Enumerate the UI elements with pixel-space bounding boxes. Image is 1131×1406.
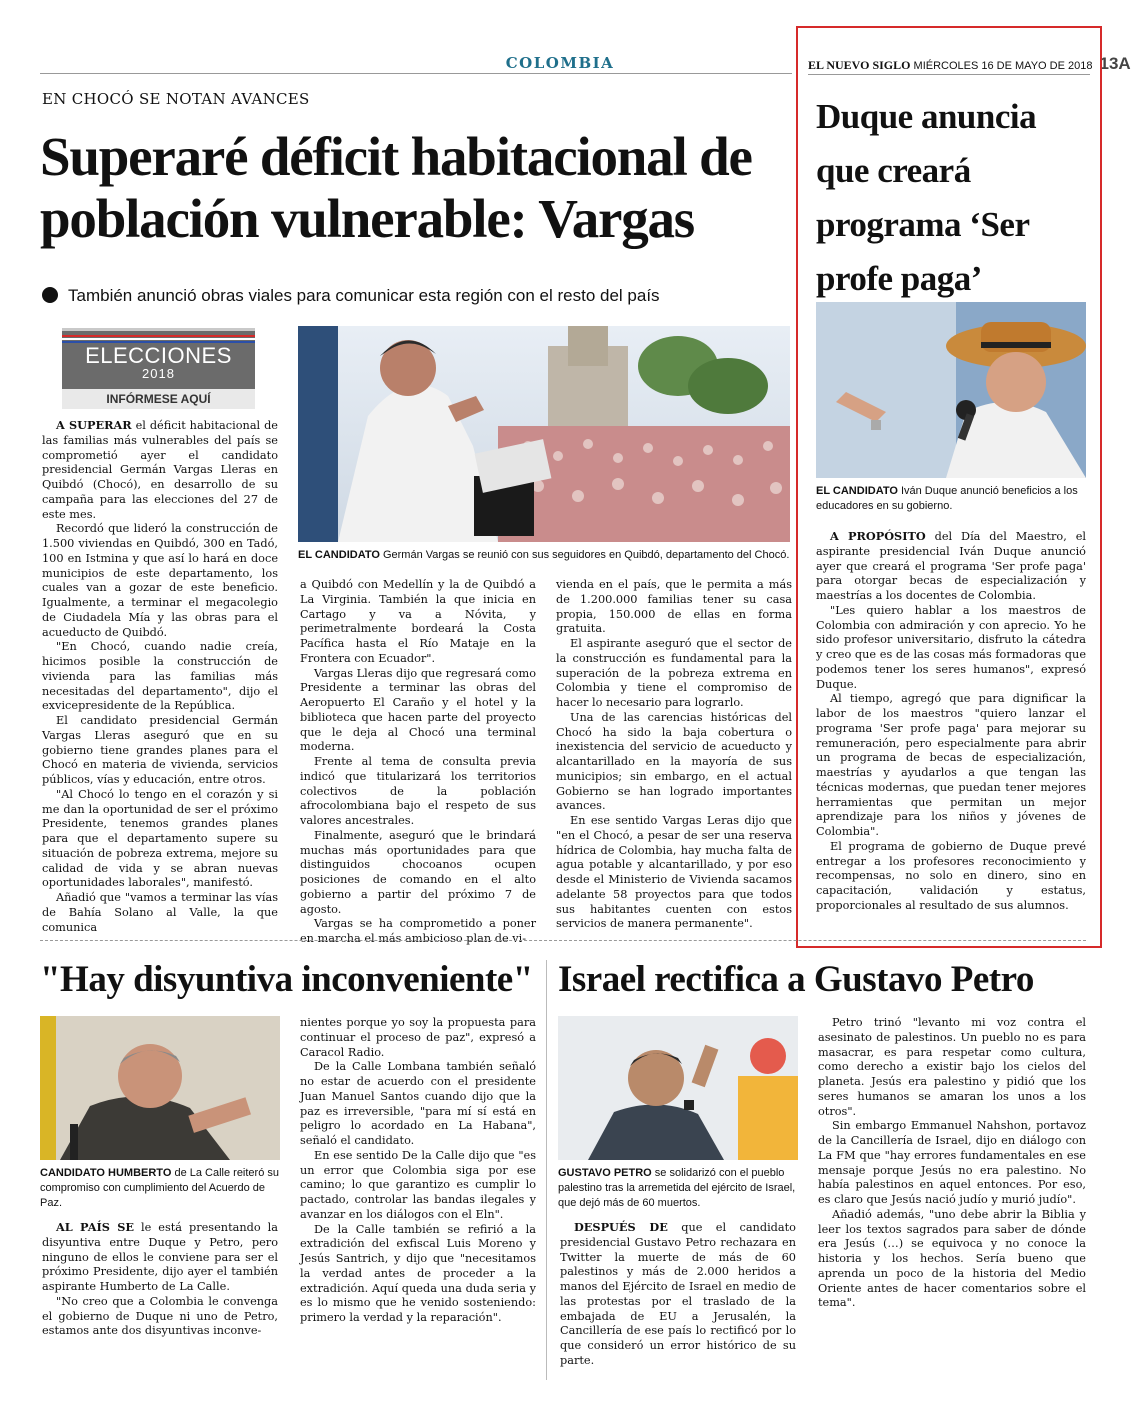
elections-badge[interactable] — [62, 328, 255, 409]
main-kicker: EN CHOCÓ SE NOTAN AVANCES — [42, 90, 310, 108]
bottom-right-col-2 — [818, 1016, 1086, 1311]
bl-col2-p2: De la Calle Lombana también señaló no estar de acuerdo con el presidente Juan Manuel Santos cuando dijo que la paz es irreversible, "para mí sí está en peligro lo acordado en La Habana", señaló el candidato. — [300, 1060, 536, 1147]
duque-photo — [816, 302, 1086, 478]
badge-stripes — [62, 334, 255, 342]
page-number: 13A — [1099, 54, 1131, 73]
main-col1-p3: "En Chocó, cuando nadie creía, hicimos posible la construcción de vivienda para las familias más necesitadas del departamento", dijo el exvicepresidente de la República. — [42, 640, 278, 713]
main-col1-p2: Recordó que lideró la construcción de 1.500 viviendas en Quibdó, 300 en Tadó, 100 en Istmina y que así lo hará en doce municipios de este departamento, los cuales van a gozar de este beneficio. Igualmente, a terminar el megacolegio de Ciudadela Mía y las obras para el acueducto de Quibdó. — [42, 522, 278, 639]
br-col1-p1: DESPUÉS DE que el candidato presidencial Gustavo Petro rechazara en Twitter la muerte de más de 60 palestinos y más de 2.000 heridos a manos del Ejército de Israel en medio de las protestas por el traslado de la embajada de EU a Jerusalén, la Cancillería de ese país lo rectificó por lo que consideró un error histórico de su parte. — [560, 1220, 796, 1367]
side-body — [816, 529, 1086, 914]
issue-date: MIÉRCOLES 16 DE MAYO DE 2018 — [913, 60, 1093, 72]
bullet-icon — [42, 287, 58, 303]
main-col2-p1: a Quibdó con Medellín y la de Quibdó a La Virginia. También la que inicia en Cartago y va a Nóvita, y perimetralmente bordeará la Costa Pacífica hasta el Río Mataje en la Frontera con Ecuador". — [300, 578, 536, 665]
badge-year: 2018 — [142, 366, 175, 381]
badge-cta: INFÓRMESE AQUÍ — [62, 389, 255, 409]
bottom-right-photo — [558, 1016, 798, 1160]
bl-caption-label: CANDIDATO HUMBERTO — [40, 1167, 172, 1179]
de-la-calle-photo — [40, 1016, 280, 1160]
side-photo — [816, 302, 1086, 478]
side-photo-caption — [816, 484, 1086, 514]
br-col2-p2: Sin embargo Emmanuel Nahshon, portavoz de la Cancillería de Israel, dijo en diálogo con La FM que "hay errores fundamentales en ese mensaje porque Jesús no era palestino. No había palestinos en aquel entonces. Por eso, es claro que Jesús nació judío y murió judío". — [818, 1119, 1086, 1206]
badge-title: ELECCIONES — [85, 343, 232, 368]
main-col2-p3: Frente al tema de consulta previa indicó que titularizará los territorios colectivos de la población afrocolombiana bajo el respeto de sus valores ancestrales. — [300, 755, 536, 827]
bl-col1-p1: AL PAÍS SE le está presentando la disyuntiva entre Duque y Petro, pero ninguno de ellos le conviene para ser el próximo Presidente, dijo ayer el también aspirante Humberto de La Calle. — [42, 1220, 278, 1293]
bl-col2-p3: En ese sentido De la Calle dijo que "es un error que Colombia siga por ese camino; lo que garantizo es cumplir lo pactado, controlar las bandas ilegales y avanzar en los diálogos con el Eln". — [300, 1148, 536, 1221]
main-col3-p4: En ese sentido Vargas Leras dijo que "en el Chocó, a pesar de ser una reserva hídrica de Colombia, hay mucha falta de agua potable y alcantarillado, y por eso desde el Ministerio de Vivienda sacamos adelante 58 proyectos para que todos sus habitantes cuenten con estos servicios de manera permanente". — [556, 814, 792, 931]
bottom-left-col-2 — [300, 1016, 536, 1326]
main-col2-p2: Vargas Lleras dijo que regresará como Presidente a terminar las obras del Aeropuerto El Caraño y el hotel y la biblioteca que hacen parte del proyecto que le deja al Chocó una terminal moderna. — [300, 666, 536, 754]
br-lead-word: DESPUÉS DE — [574, 1220, 668, 1234]
main-col1-p5: "Al Chocó lo tengo en el corazón y si me dan la oportunidad de ser el próximo Presidente, tenemos grandes planes para que el departamento supere su situación de pobreza extrema, mejore su calidad de vida y se abran nuevas oportunidades laborales", manifestó. — [42, 787, 278, 890]
bl-col2-p4: De la Calle también se refirió a la extradición del exfiscal Luis Moreno y Jesús Santrich, y dijo que "necesitamos la verdad antes de proceder a la extradición. Aquí queda una duda seria y es lo mismo que he venido sosteniendo: primero la verdad y la reparación". — [300, 1222, 536, 1324]
main-col1-p4: El candidato presidencial Germán Vargas Lleras aseguró que en su gobierno tiene grandes planes para el Chocó en materia de vivienda, servicios públicos, vías y educación, entre otros. — [42, 714, 278, 786]
main-col-3 — [556, 578, 792, 932]
bottom-right-col-1 — [560, 1220, 796, 1369]
side-headline-line-4: profe paga’ — [816, 259, 982, 298]
side-headline-line-3: programa ‘Ser — [816, 205, 1030, 244]
main-col1-p1: A SUPERAR el déficit habitacional de las familias más vulnerables del país se comprometió ayer el candidato presidencial Germán Vargas Lleras en Quibdó (Chocó), en desarrollo de su campaña para las elecciones del 27 de este mes. — [42, 418, 278, 521]
bl-caption-text: de La Calle reiteró su compromiso con cumplimiento del Acuerdo de Paz. — [40, 1167, 280, 1209]
bl-lead-word: AL PAÍS SE — [56, 1220, 134, 1234]
top-rule — [40, 73, 792, 74]
side-caption-text: Iván Duque anunció beneficios a los educadores en su gobierno. — [816, 485, 1078, 512]
main-col1-p6: Añadió que "vamos a terminar las vías de Bahía Solano al Valle, la que comunica — [42, 891, 278, 934]
main-headline-line-2: población vulnerable: Vargas — [40, 188, 695, 249]
main-deck-text: También anunció obras viales para comunicar esta región con el resto del país — [68, 286, 660, 305]
bottom-left-col-1 — [42, 1220, 278, 1339]
main-col3-p1: vienda en el país, que le permita a más de 1.200.000 familias tener su casa propia, 150.000 de ellas en forma gratuita. — [556, 578, 792, 636]
main-headline — [40, 126, 800, 250]
main-col3-p2: El aspirante aseguró que el sector de la construcción es fundamental para la superación de la pobreza extrema en Colombia y tiene el compromiso de hacer lo necesario para lograrlo. — [556, 637, 792, 709]
side-headline-line-1: Duque anuncia — [816, 97, 1037, 136]
side-headline-line-2: que creará — [816, 151, 971, 190]
main-photo-caption — [298, 548, 790, 563]
br-col2-p3: Añadió además, "uno debe abrir la Biblia y leer los textos sagrados para saber de dónde era Jesús (…) se equivoca y no conoce la historia y los hechos. Sería bueno que aprenda un poco de la historia del Medio Oriente antes de hacer comentarios sobre el tema". — [818, 1207, 1086, 1310]
paper-name: EL NUEVO SIGLO — [808, 58, 911, 72]
bottom-right-caption — [558, 1166, 798, 1211]
main-photo — [298, 326, 790, 542]
petro-photo — [558, 1016, 798, 1160]
main-caption-text: Germán Vargas se reunió con sus seguidores en Quibdó, departamento del Chocó. — [379, 549, 790, 561]
br-caption-label: GUSTAVO PETRO — [558, 1167, 652, 1179]
bottom-left-photo — [40, 1016, 280, 1160]
bl-col2-p1: nientes porque yo soy la propuesta para continuar el proceso de paz", expresó a Caracol Radio. — [300, 1016, 536, 1059]
side-headline — [816, 90, 1086, 306]
main-col2-p5: Vargas se ha comprometido a poner en marcha el más ambicioso plan de vi- — [300, 917, 536, 945]
main-col2-p4: Finalmente, aseguró que le brindará muchas más oportunidades para que distinguidos chocoanos ocupen posiciones de comando en el alto gobierno a partir del próximo 7 de agosto. — [300, 828, 536, 916]
bottom-column-separator — [546, 960, 547, 1380]
br-col2-p1: Petro trinó "levanto mi voz contra el asesinato de palestinos. Un pueblo no es para masacrar, es para respetar como cultura, como derecho a existir bajo los cielos del planeta. Jesús era palestino y pidió que los seres humanos se amaran los unos a los otros". — [818, 1016, 1086, 1118]
bl-col1-p2: "No creo que a Colombia le convenga el gobierno de Duque ni uno de Petro, estamos ante dos disyuntivas inconve- — [42, 1294, 278, 1338]
main-lead-word: A SUPERAR — [56, 418, 132, 432]
side-p4: El programa de gobierno de Duque prevé entregar a los profesores reconocimiento y recompensas, no solo en dinero, sino en capacitación, validación y estatus, proporcionales al resultado de sus alumnos. — [816, 839, 1086, 912]
br-caption-text: se solidarizó con el pueblo palestino tras la arremetida del ejército de Israel, que dejó más de 60 muertos. — [558, 1167, 796, 1209]
side-p3: Al tiempo, agregó que para dignificar la labor de los maestros "quiero lanzar el programa 'Ser profe paga' para mejorar su remuneración, pero especialmente para abrir un programa de becas de especialización, maestrías y ayudarlos a que tengan las técnicas modernas, que puedan tener mejores herramientas que permitan un mejor aprendizaje para los niños y jóvenes de Colombia". — [816, 692, 1086, 838]
bottom-left-caption — [40, 1166, 280, 1211]
main-caption-label: EL CANDIDATO — [298, 549, 380, 561]
main-headline-line-1: Superaré déficit habitacional de — [40, 126, 752, 187]
side-p2: "Les quiero hablar a los maestros de Colombia con admiración y con aprecio. Yo he sido profesor universitario, disfruto la cátedra y creo que es de las cosas más formadoras que podemos tener los seres humanos", expresó Duque. — [816, 603, 1086, 691]
main-col3-p3: Una de las carencias históricas del Chocó ha sido la baja cobertura o inexistencia del servicio de acueducto y alcantarillado en la mayoría de sus municipios; sin embargo, en el actual Gobierno se han logrado importantes avances. — [556, 710, 792, 813]
main-col-1 — [42, 418, 278, 935]
main-col-2 — [300, 578, 536, 947]
section-label: COLOMBIA — [505, 54, 615, 72]
side-caption-label: EL CANDIDATO — [816, 485, 898, 497]
bottom-left-headline: "Hay disyuntiva inconveniente" — [40, 959, 533, 1000]
main-deck — [42, 286, 802, 306]
side-lead-word: A PROPÓSITO — [830, 529, 926, 543]
vargas-rally-photo — [298, 326, 790, 542]
section-divider — [40, 940, 1086, 941]
side-p1: A PROPÓSITO del Día del Maestro, el aspirante presidencial Iván Duque anunció ayer que creará el programa 'Ser profe paga' para otorgar becas de especialización y maestrías a los docentes de Colombia. — [816, 529, 1086, 602]
bottom-right-headline: Israel rectifica a Gustavo Petro — [558, 959, 1034, 1000]
